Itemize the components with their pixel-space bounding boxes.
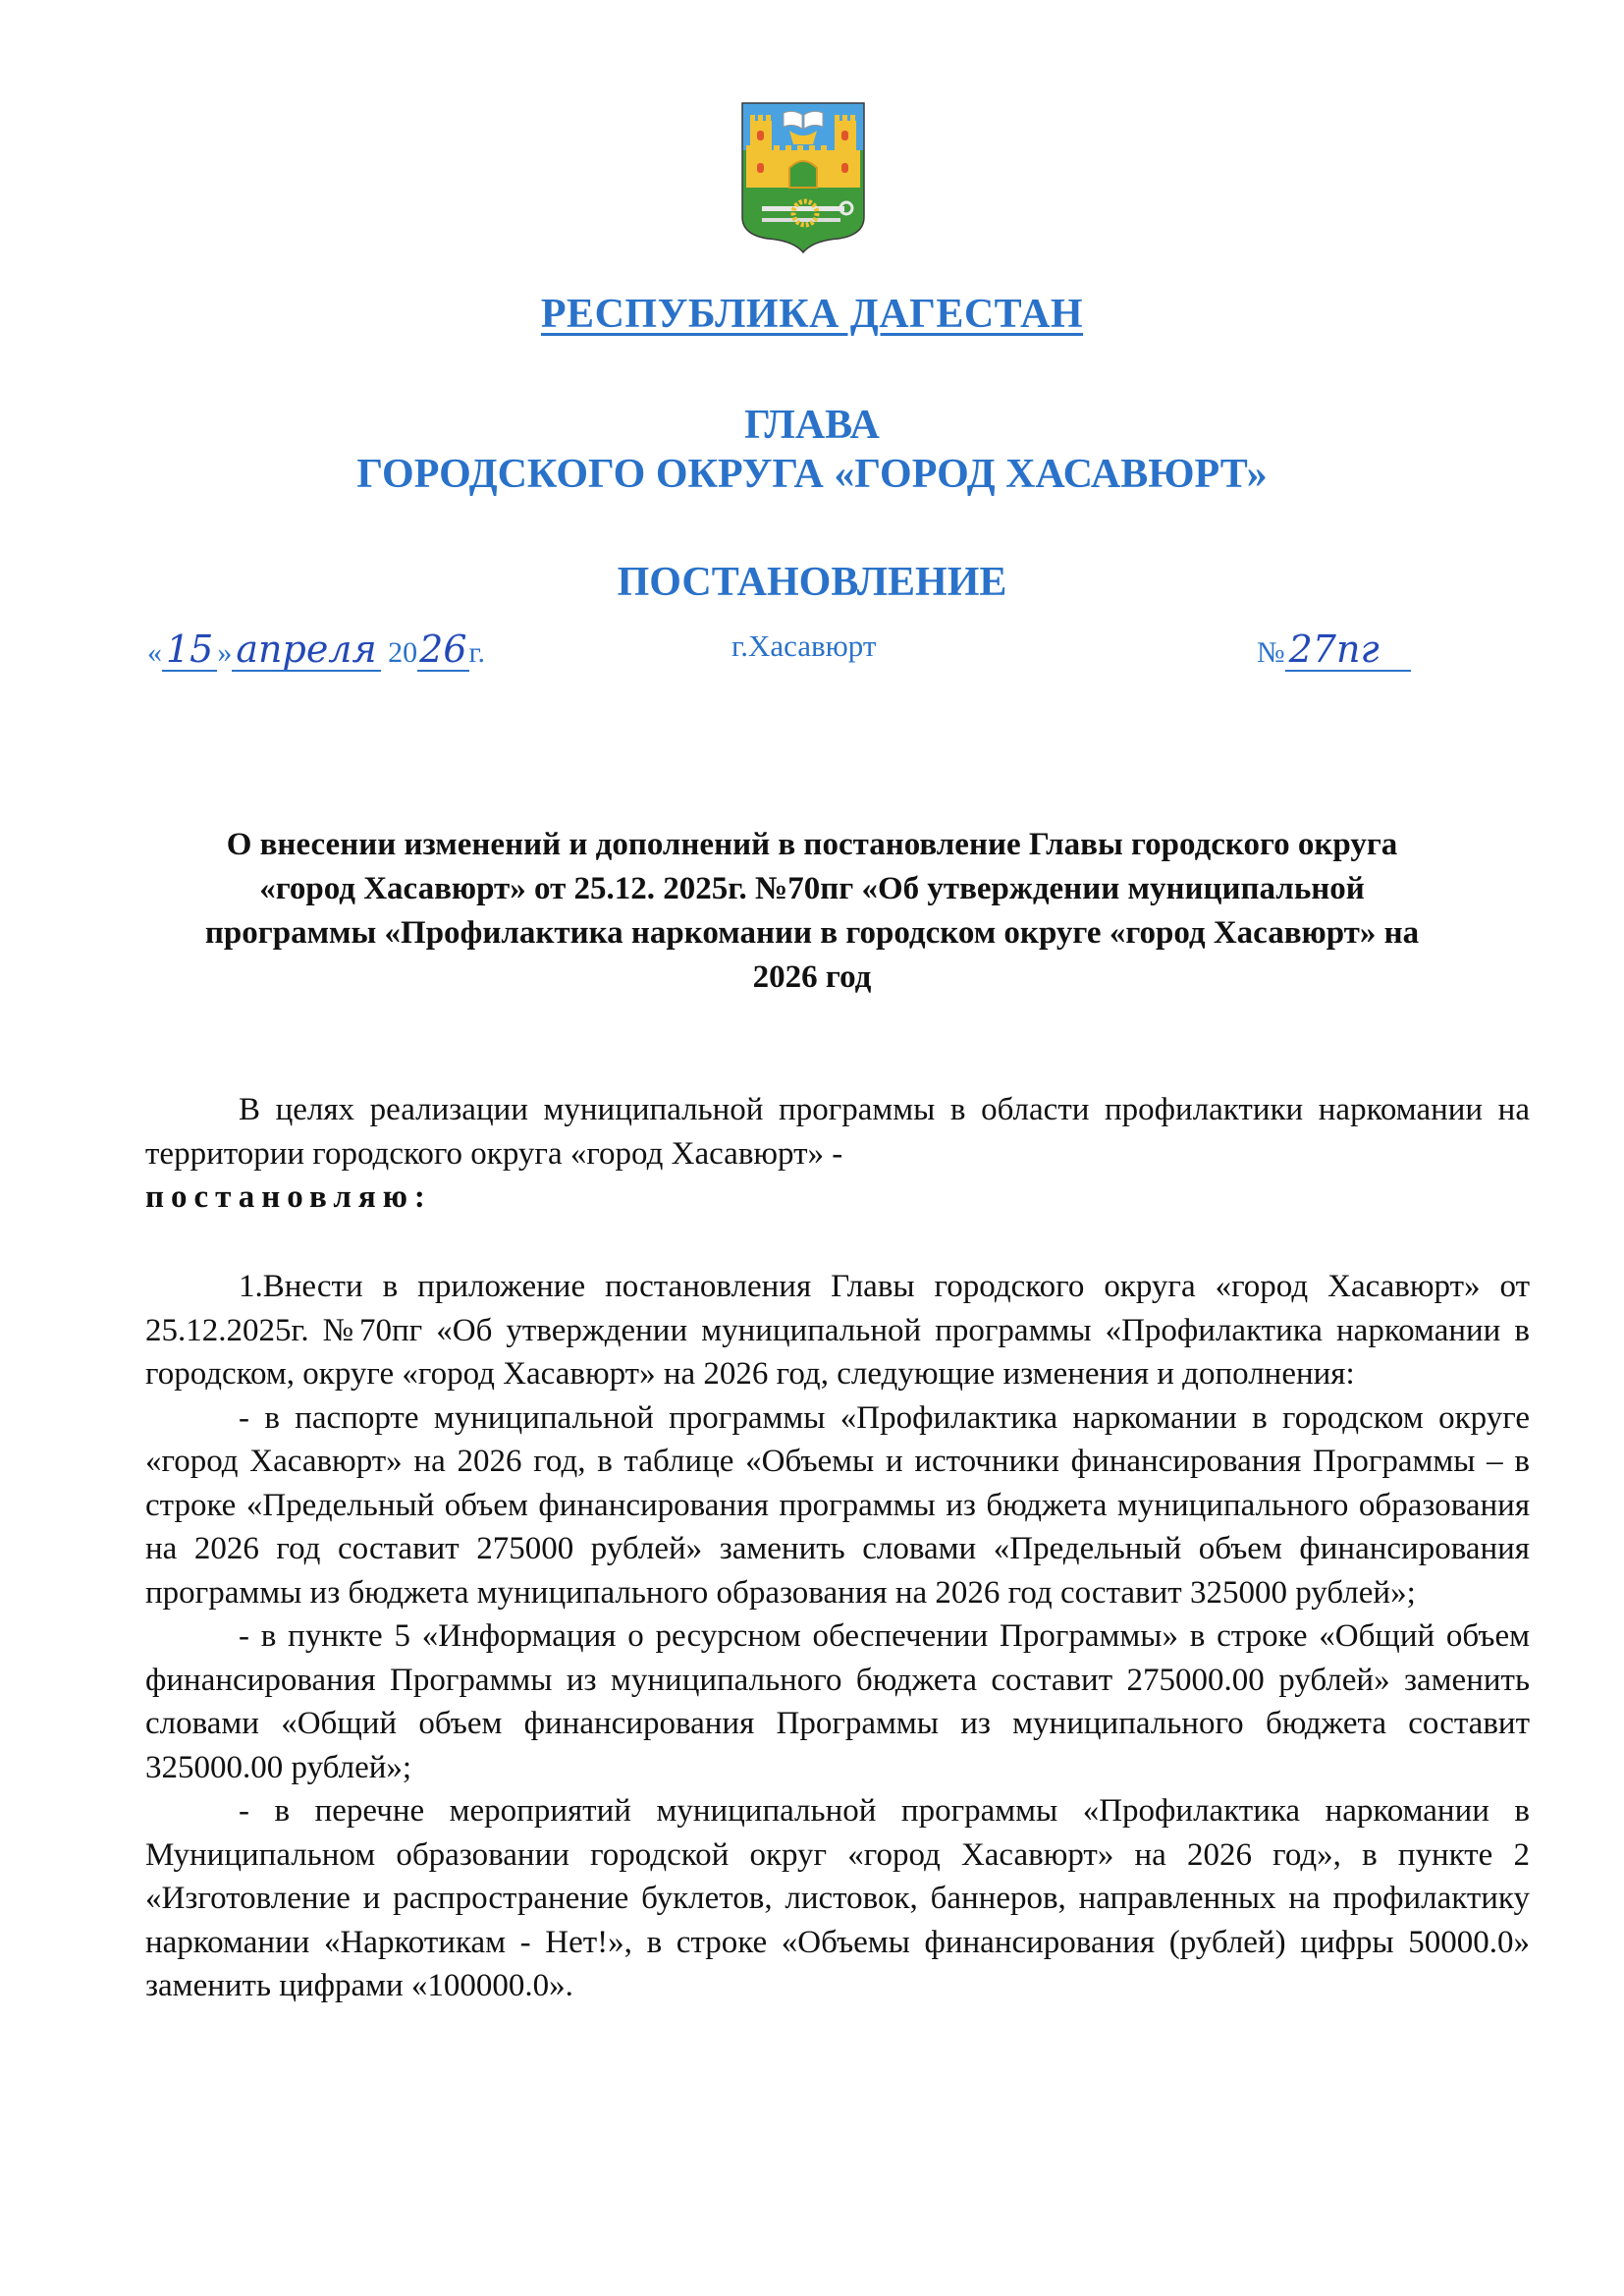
date-close-quote: »	[217, 636, 233, 669]
republic-heading-text: РЕСПУБЛИКА ДАГЕСТАН	[540, 292, 1084, 337]
authority-heading-line1: ГЛАВА	[744, 403, 880, 448]
resolution-subitem-resources: - в пункте 5 «Информация о ресурсном обеспечении Программы» в строке «Общий объем финансирования Программы из муниципального бюджета составит 275000.00 рублей» заменить словами «Общий объем финансирования Программы из муниципального бюджета составит 325000.00 рублей»;	[145, 1618, 1530, 1785]
date-year-prefix: 20	[388, 636, 418, 669]
resolution-subitem-passport: - в паспорте муниципальной программы «Профилактика наркомании в городском округе «город Хасавюрт» на 2026 год, в таблице «Объемы и источники финансирования Программы – в строке «Предельный объем финансирования программы из бюджета муниципального образования на 2026 год составит 275000 рублей» заменить словами «Предельный объем финансирования программы из бюджета муниципального образования на 2026 год составит 325000 рублей»;	[145, 1399, 1530, 1611]
preamble-text: В целях реализации муниципальной программы в области профилактики наркомании на территории городского округа «город Хасавюрт» -	[145, 1092, 1530, 1172]
date-month: апреля	[232, 629, 380, 672]
authority-heading-line2: ГОРОДСКОГО ОКРУГА «ГОРОД ХАСАВЮРТ»	[356, 452, 1268, 497]
number-label: №	[1257, 636, 1285, 669]
document-number: 27пг	[1285, 629, 1411, 672]
date-year-end: г.	[468, 636, 485, 669]
preamble	[145, 1088, 1530, 1220]
city-label: г.Хасавюрт	[731, 629, 877, 663]
coat-of-arms-emblem	[740, 101, 866, 254]
resolve-word: постановляю:	[145, 1179, 432, 1215]
document-number-field	[1257, 629, 1483, 687]
resolution-items	[145, 1265, 1530, 2008]
date-field	[147, 629, 599, 687]
document-type-heading: ПОСТАНОВЛЕНИЕ	[617, 560, 1007, 605]
date-open-quote: «	[147, 636, 162, 669]
document-title: О внесении изменений и дополнений в постановление Главы городского округа «город Хасавюрт» от 25.12. 2025г. №70пг «Об утверждении муниципальной программы «Профилактика наркомании в городском округе «город Хасавюрт» на 2026 год	[204, 827, 1420, 995]
republic-heading	[0, 291, 1624, 338]
date-day: 15	[162, 629, 217, 672]
resolution-subitem-activities: - в перечне мероприятий муниципальной программы «Профилактика наркомании в Муниципальном образовании городской округ «город Хасавюрт» на 2026 год», в пункте 2 «Изготовление и распространение буклетов, листовок, баннеров, направленных на профилактику наркомании «Наркотикам - Нет!», в строке «Объемы финансирования (рублей) цифры 50000.0» заменить цифрами «100000.0».	[145, 1793, 1530, 2003]
date-year-suffix: 26	[419, 628, 467, 671]
resolution-item-1: 1.Внести в приложение постановления Главы городского округа «город Хасавюрт» от 25.12.2025г. №70пг «Об утверждении муниципальной программы «Профилактика наркомании в городском, округе «город Хасавюрт» на 2026 год, следующие изменения и дополнения:	[145, 1269, 1530, 1392]
